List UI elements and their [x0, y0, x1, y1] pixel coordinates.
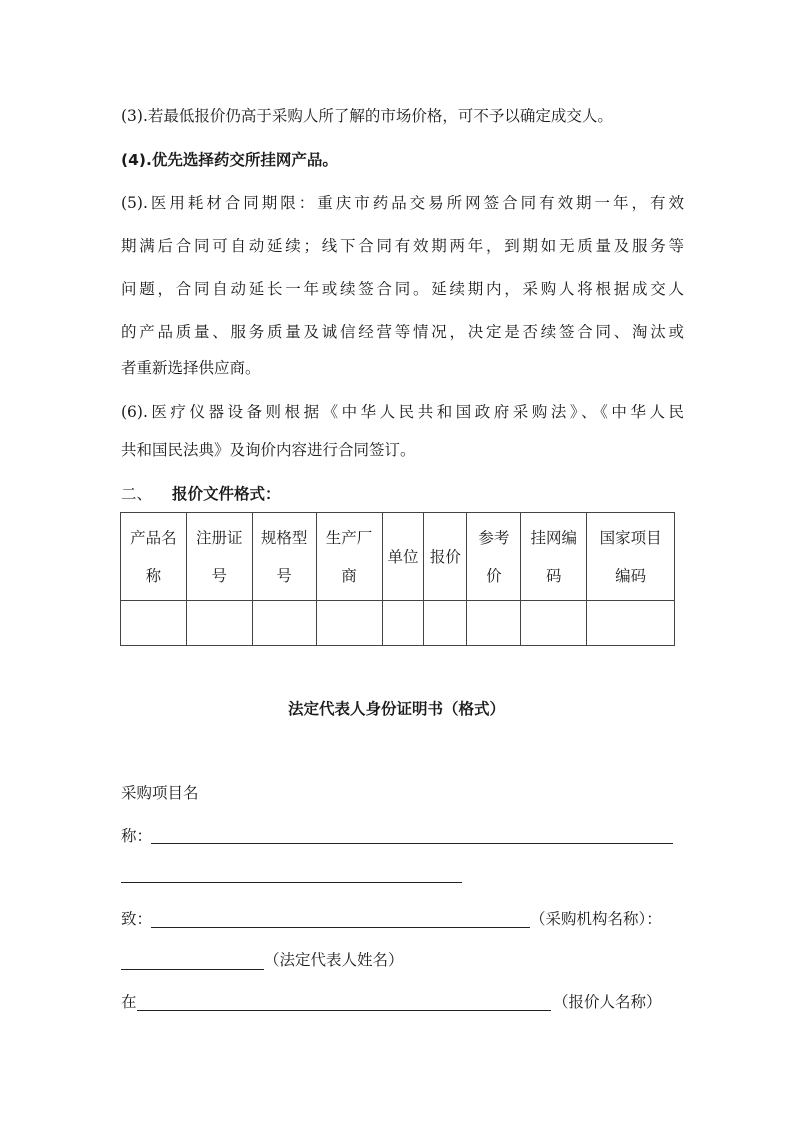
- clause-6-line-1: (6).医疗仪器设备则根据《中华人民共和国政府采购法》、《中华人民: [121, 403, 684, 421]
- header-unit: 单位: [382, 513, 424, 601]
- legal-rep-blank: [121, 969, 264, 970]
- project-name-label-cont: 称：: [121, 827, 153, 845]
- table-header-row: [121, 513, 675, 601]
- header-national-code: 国家项目 编码: [587, 513, 675, 601]
- clause-5-line-4: 的产品质量、服务质量及诚信经营等情况，决定是否续签合同、淘汰或: [121, 323, 684, 341]
- table-cell: [521, 601, 587, 646]
- table-cell: [382, 601, 424, 646]
- to-label: 致：: [121, 910, 153, 928]
- agency-name-suffix: （采购机构名称）：: [530, 910, 662, 928]
- project-name-label: 采购项目名: [121, 784, 199, 802]
- legal-rep-suffix: （法定代表人姓名）: [264, 951, 404, 969]
- clause-5-line-3: 问题，合同自动延长一年或续签合同。延续期内，采购人将根据成交人: [121, 280, 684, 298]
- header-spec-model: 规格型 号: [252, 513, 316, 601]
- clause-5-line-5: 者重新选择供应商。: [121, 359, 261, 377]
- certificate-title: 法定代表人身份证明书（格式）: [287, 700, 505, 718]
- bidder-name-blank: [137, 1010, 551, 1011]
- table-cell: [467, 601, 521, 646]
- table-cell: [252, 601, 316, 646]
- agency-name-blank: [151, 927, 530, 928]
- clause-4: (4).优先选择药交所挂网产品。: [121, 151, 338, 169]
- clause-5-line-2: 期满后合同可自动延续；线下合同有效期两年，到期如无质量及服务等: [121, 237, 684, 255]
- clause-3: (3).若最低报价仍高于采购人所了解的市场价格，可不予以确定成交人。: [121, 107, 613, 125]
- header-registration-no: 注册证 号: [186, 513, 252, 601]
- at-label: 在: [121, 993, 137, 1011]
- header-listing-code: 挂网编 码: [521, 513, 587, 601]
- section-2-number: 二、: [121, 485, 153, 503]
- table-cell: [316, 601, 382, 646]
- header-manufacturer: 生产厂 商: [316, 513, 382, 601]
- header-quote: 报价: [424, 513, 467, 601]
- table-cell: [424, 601, 467, 646]
- header-product-name: 产品名 称: [121, 513, 187, 601]
- project-name-blank-1: [151, 843, 673, 844]
- table-cell: [587, 601, 675, 646]
- section-2-heading: 报价文件格式：: [172, 485, 281, 503]
- quote-format-table: [120, 512, 675, 646]
- table-row: [121, 601, 675, 646]
- bidder-name-suffix: （报价人名称）: [553, 993, 662, 1011]
- project-name-blank-2: [121, 882, 462, 883]
- clause-5-line-1: (5).医用耗材合同期限：重庆市药品交易所网签合同有效期一年，有效: [121, 194, 684, 212]
- table-cell: [186, 601, 252, 646]
- clause-6-line-2: 共和国民法典》及询价内容进行合同签订。: [121, 441, 416, 459]
- table-cell: [121, 601, 187, 646]
- header-reference-price: 参考 价: [467, 513, 521, 601]
